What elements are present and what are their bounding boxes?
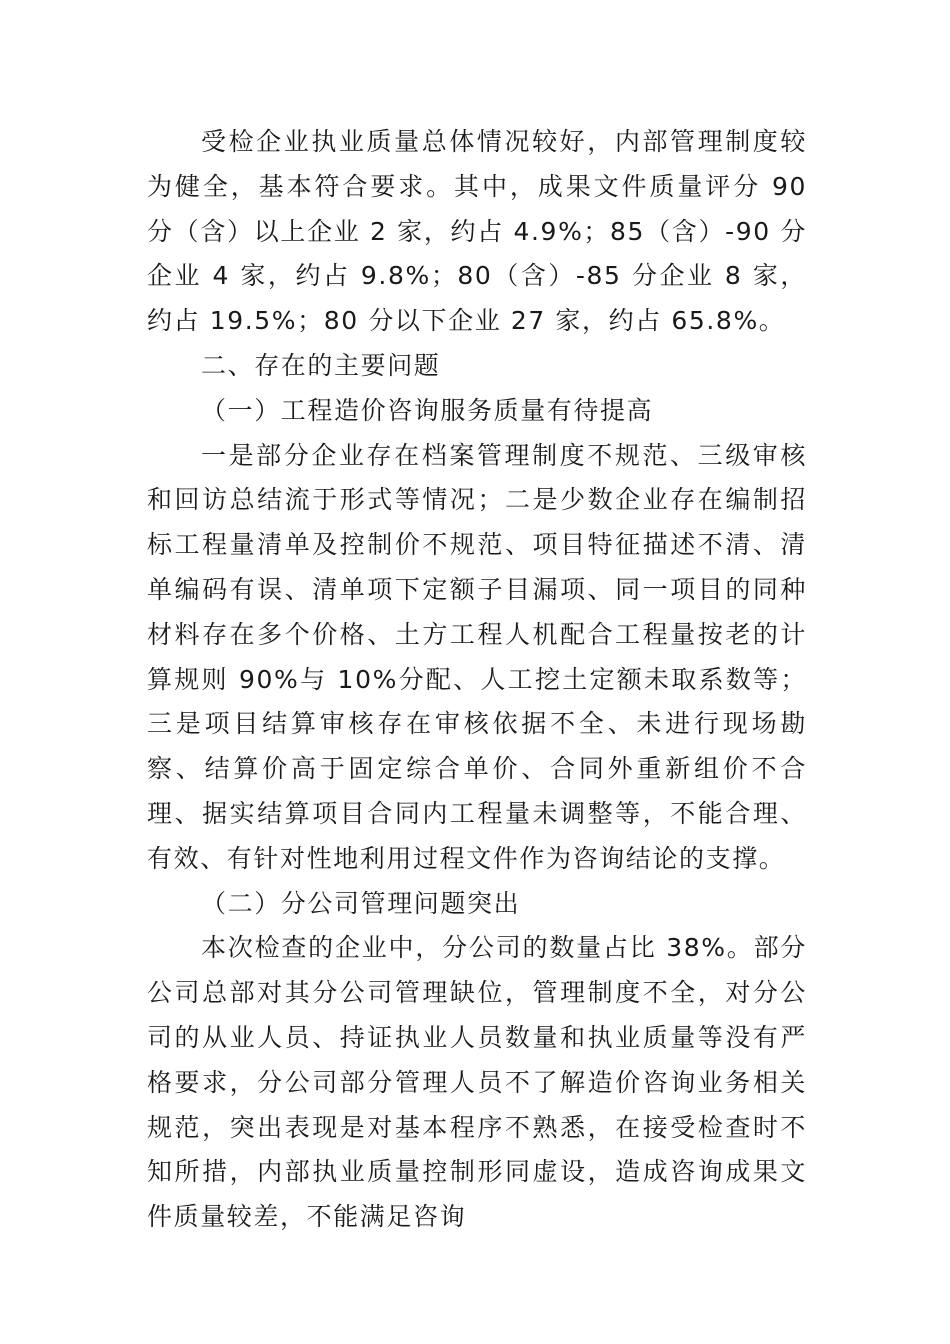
section-heading-main-problems: 二、存在的主要问题 xyxy=(201,350,441,380)
subsection-heading-service-quality: （一）工程造价咨询服务质量有待提高 xyxy=(201,395,654,425)
subsection-heading-branch-management: （二）分公司管理问题突出 xyxy=(201,888,521,918)
document-body xyxy=(147,120,807,1240)
paragraph-service-quality-issues: 一是部分企业存在档案管理制度不规范、三级审核和回访总结流于形式等情况；二是少数企业存在编制招标工程量清单及控制价不规范、项目特征描述不清、清单编码有误、清单项下定额子目漏项、同一项目的同种材料存在多个价格、土方工程人机配合工程量按老的计算规则 90%与 10%分配、人工挖土定额未取系数等；三是项目结算审核存在审核依据不全、未进行现场勘察、结算价高于固定综合单价、合同外重新组价不合理、据实结算项目合同内工程量未调整等，不能合理、有效、有针对性地利用过程文件作为咨询结论的支撑。 xyxy=(147,440,807,873)
paragraph-quality-summary: 受检企业执业质量总体情况较好，内部管理制度较为健全，基本符合要求。其中，成果文件质量评分 90 分（含）以上企业 2 家，约占 4.9%；85（含）-90 分企业 4 家，约占 9.8%；80（含）-85 分企业 8 家，约占 19.5%；80 分以下企业 27 家，约占 65.8%。 xyxy=(147,127,807,336)
paragraph-branch-management-issues: 本次检查的企业中，分公司的数量占比 38%。部分公司总部对其分公司管理缺位，管理制度不全，对分公司的从业人员、持证执业人员数量和执业质量等没有严格要求，分公司部分管理人员不了解造价咨询业务相关规范，突出表现是对基本程序不熟悉，在接受检查时不知所措，内部执业质量控制形同虚设，造成咨询成果文件质量较差，不能满足咨询 xyxy=(147,933,807,1232)
